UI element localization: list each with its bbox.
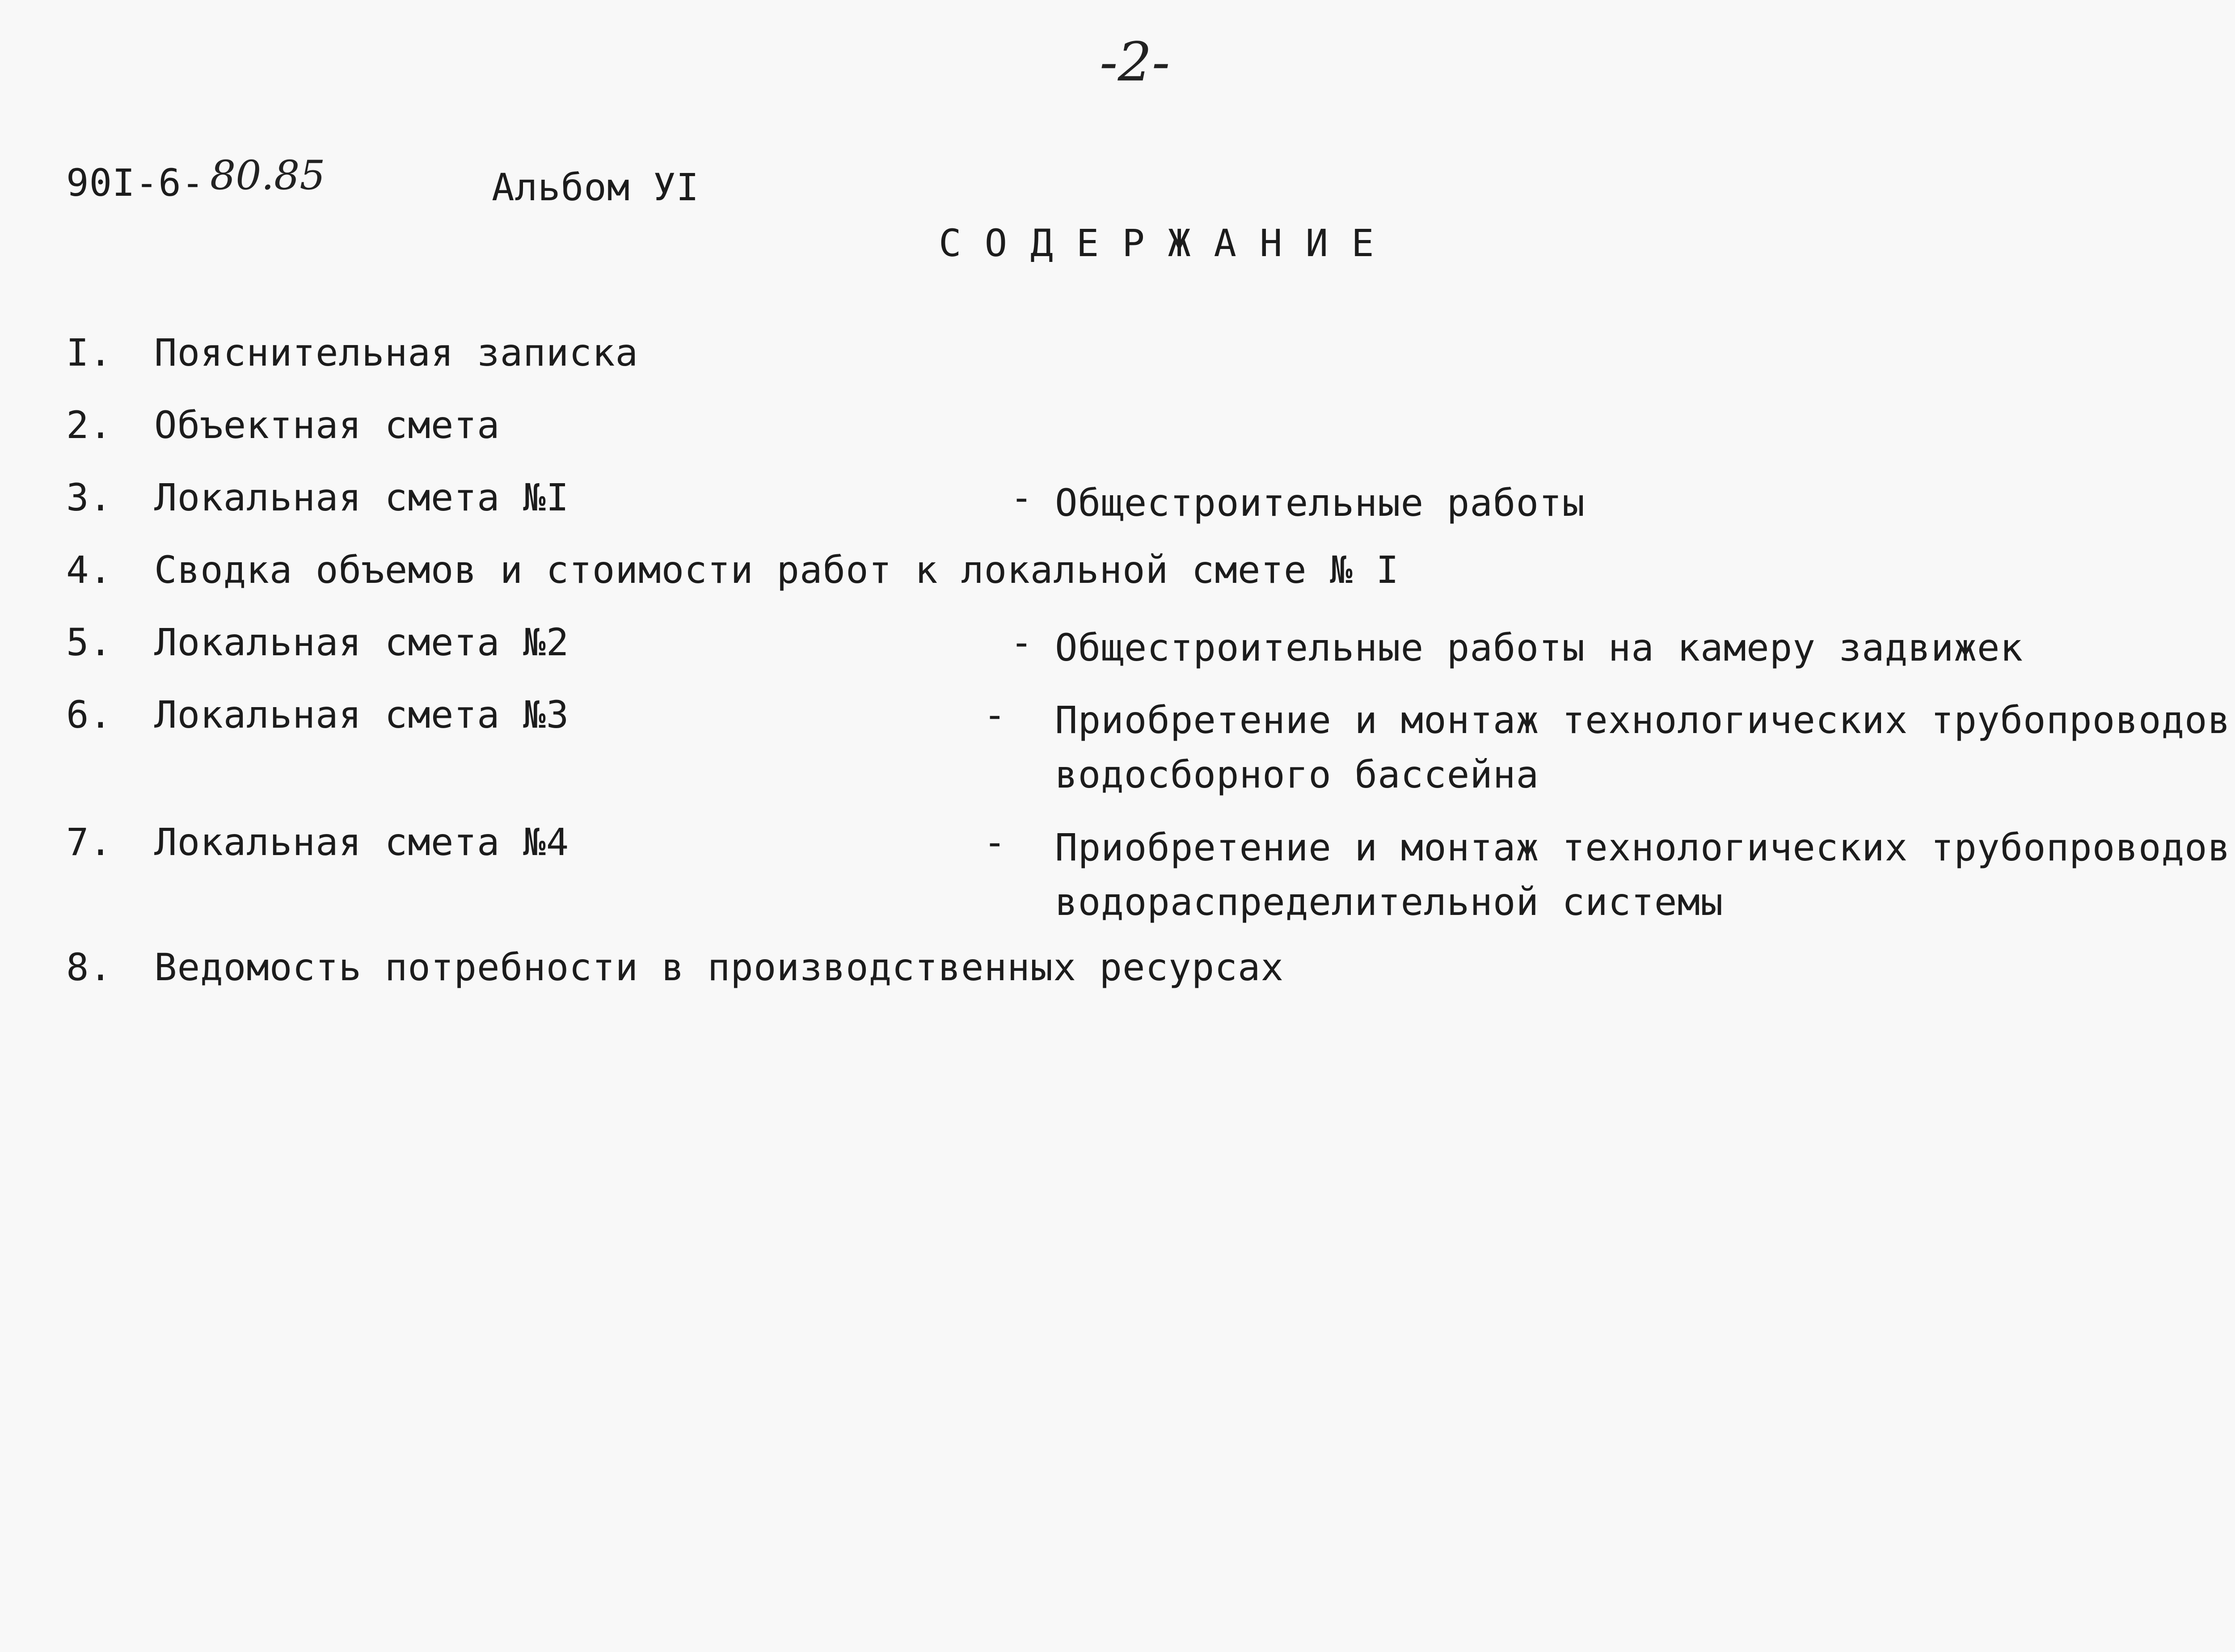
item-number: 2.: [66, 403, 113, 447]
page-title: СОДЕРЖАНИЕ: [939, 221, 1397, 265]
item-dash: -: [1010, 620, 1033, 664]
item-label: Сводка объемов и стоимости работ к локальной смете № I: [154, 548, 1399, 592]
item-description: Общестроительные работы: [1055, 481, 1586, 525]
item-description-line-1: Приобретение и монтаж технологических трубопроводов: [1055, 826, 2231, 869]
item-label: Объектная смета: [154, 403, 500, 447]
item-label: Пояснительная записка: [154, 331, 639, 375]
item-dash: -: [1010, 476, 1033, 519]
project-code-handwritten: 80.85: [210, 152, 325, 199]
item-description-line-1: Приобретение и монтаж технологических трубопроводов: [1055, 698, 2231, 742]
item-number: 4.: [66, 548, 113, 592]
item-dash: -: [983, 693, 1007, 737]
item-label: Локальная смета №3: [154, 693, 569, 737]
item-label: Локальная смета №4: [154, 820, 569, 864]
item-number: I.: [66, 331, 113, 375]
item-number: 8.: [66, 945, 113, 989]
project-code: 90I-6-: [66, 161, 205, 205]
item-number: 3.: [66, 476, 113, 519]
item-number: 5.: [66, 620, 113, 664]
page-number: -2-: [1100, 31, 1170, 93]
item-label: Локальная смета №I: [154, 476, 569, 519]
item-description-line-2: водосборного бассейна: [1055, 753, 1539, 796]
album-label: Альбом УI: [492, 165, 700, 209]
item-label: Ведомость потребности в производственных ресурсах: [154, 945, 1284, 989]
item-dash: -: [983, 820, 1007, 864]
item-description: Общестроительные работы на камеру задвижек: [1055, 626, 2024, 670]
item-number: 7.: [66, 820, 113, 864]
item-description-line-2: водораспределительной системы: [1055, 880, 1724, 924]
item-label: Локальная смета №2: [154, 620, 569, 664]
item-number: 6.: [66, 693, 113, 737]
